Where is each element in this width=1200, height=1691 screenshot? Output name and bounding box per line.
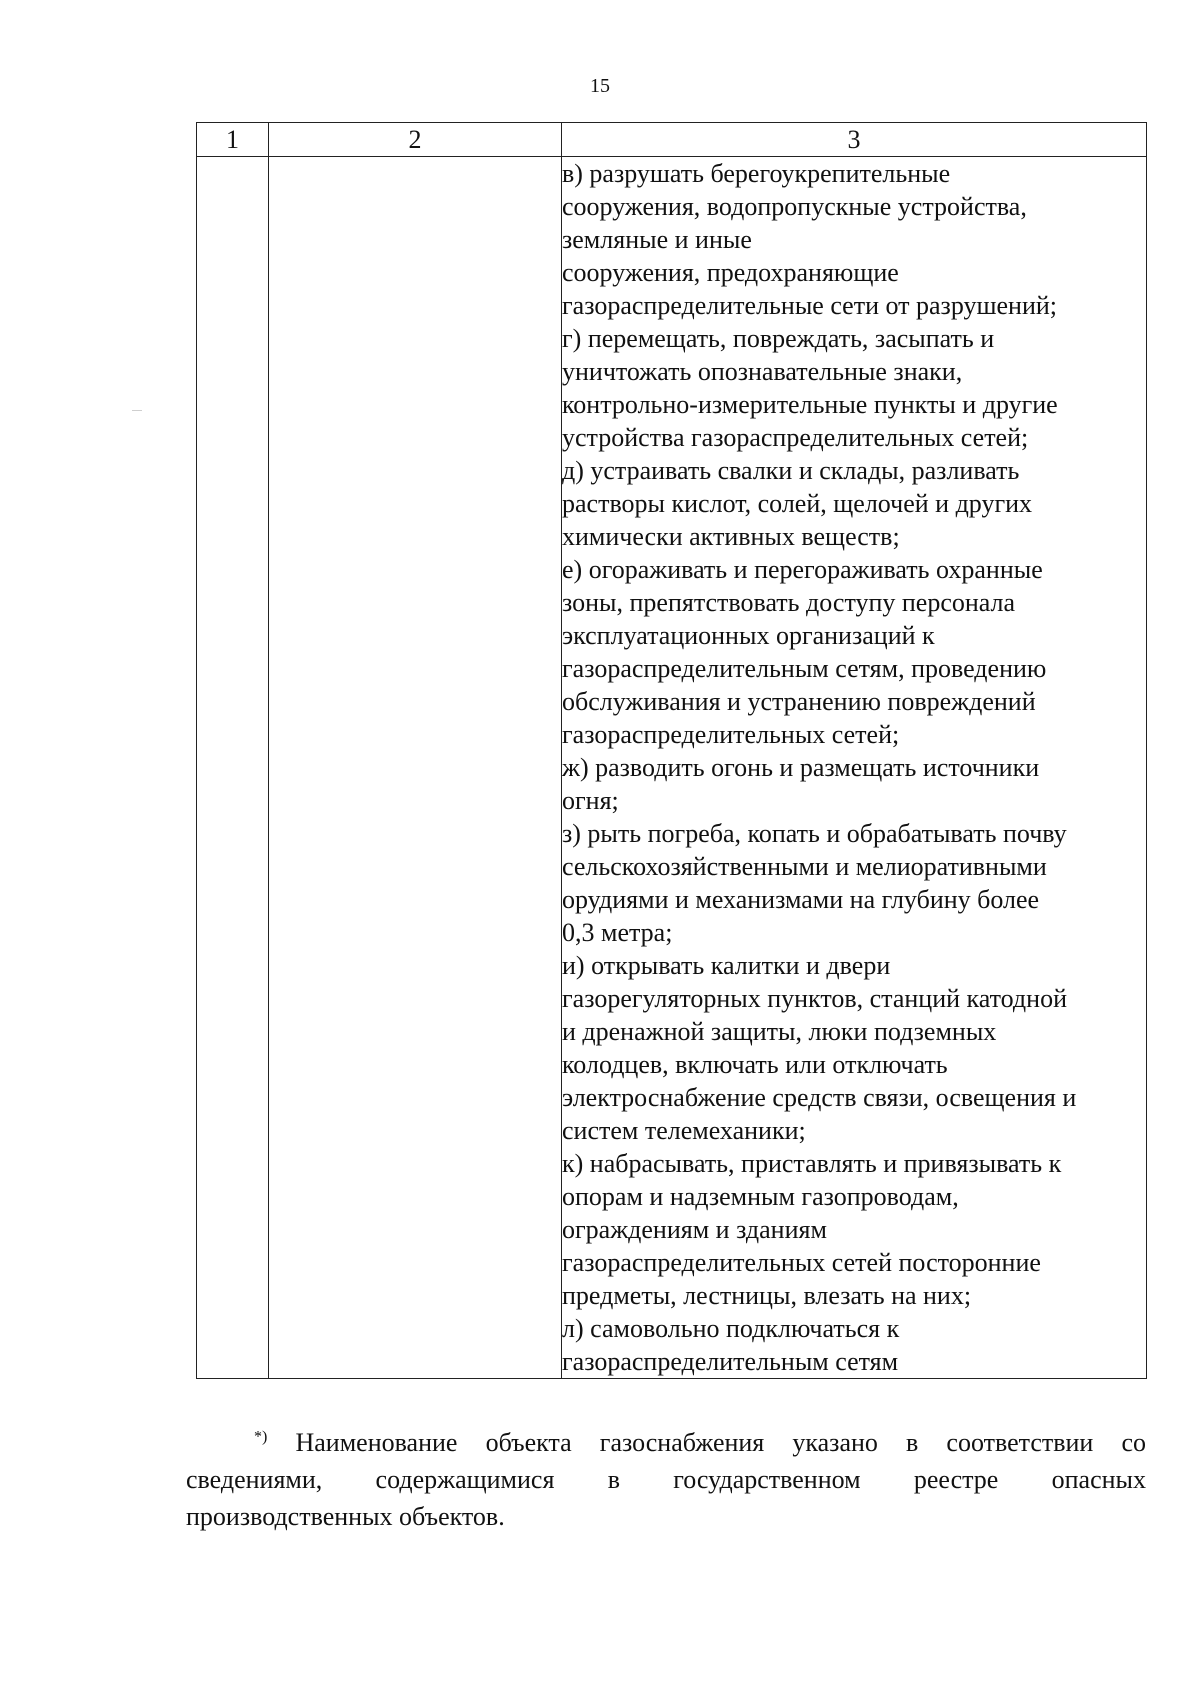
- text-line: з) рыть погреба, копать и обрабатывать почву: [562, 819, 1067, 848]
- text-line: контрольно-измерительные пункты и другие: [562, 390, 1058, 419]
- text-line: газораспределительных сетей;: [562, 720, 900, 749]
- cell-col2: [269, 157, 562, 1379]
- text-line: газораспределительные сети от разрушений;: [562, 291, 1058, 320]
- text-line: зоны, препятствовать доступу персонала: [562, 588, 1016, 617]
- main-table: [196, 122, 1147, 1379]
- text-line: огня;: [562, 786, 619, 815]
- text-line: обслуживания и устранению повреждений: [562, 687, 1036, 716]
- text-line: и) открывать калитки и двери: [562, 951, 891, 980]
- cell-col3-prohibitions: [562, 157, 1147, 1379]
- text-line: и дренажной защиты, люки подземных: [562, 1017, 997, 1046]
- text-line: систем телемеханики;: [562, 1116, 806, 1145]
- footnote-line-1: [186, 1424, 1146, 1461]
- scan-artifact-mark: [132, 410, 142, 411]
- cell-col1: [197, 157, 269, 1379]
- page-number: 15: [590, 75, 610, 97]
- text-line: химически активных веществ;: [562, 522, 900, 551]
- footnote-text-1: Наименование объекта газоснабжения указано в соответствии со: [295, 1428, 1147, 1457]
- column-header-1: 1: [197, 123, 269, 157]
- text-line: газорегуляторных пунктов, станций катодной: [562, 984, 1067, 1013]
- text-line: г) перемещать, повреждать, засыпать и: [562, 324, 995, 353]
- table-header-row: [197, 123, 1147, 157]
- footnote-line-2: сведениями, содержащимися в государственном реестре опасных: [186, 1465, 1146, 1494]
- footnote: [186, 1424, 1146, 1535]
- text-line: 0,3 метра;: [562, 918, 673, 947]
- text-line: е) огораживать и перегораживать охранные: [562, 555, 1043, 584]
- text-line: газораспределительных сетей посторонние: [562, 1248, 1041, 1277]
- text-line: орудиями и механизмами на глубину более: [562, 885, 1040, 914]
- text-line: газораспределительным сетям: [562, 1347, 899, 1376]
- footnote-line-3: производственных объектов.: [186, 1502, 505, 1531]
- text-line: опорам и надземным газопроводам,: [562, 1182, 959, 1211]
- text-line: растворы кислот, солей, щелочей и других: [562, 489, 1033, 518]
- text-line: к) набрасывать, приставлять и привязывать к: [562, 1149, 1062, 1178]
- text-line: сооружения, предохраняющие: [562, 258, 899, 287]
- table-row: [197, 157, 1147, 1379]
- text-line: ж) разводить огонь и размещать источники: [562, 753, 1040, 782]
- text-line: газораспределительным сетям, проведению: [562, 654, 1047, 683]
- text-line: электроснабжение средств связи, освещения и: [562, 1083, 1077, 1112]
- column-header-2: 2: [269, 123, 562, 157]
- text-line: сооружения, водопропускные устройства,: [562, 192, 1027, 221]
- text-line: сельскохозяйственными и мелиоративными: [562, 852, 1047, 881]
- text-line: ограждениям и зданиям: [562, 1215, 827, 1244]
- text-line: уничтожать опознавательные знаки,: [562, 357, 963, 386]
- text-line: устройства газораспределительных сетей;: [562, 423, 1029, 452]
- text-line: земляные и иные: [562, 225, 752, 254]
- column-header-3: 3: [562, 123, 1147, 157]
- text-line: в) разрушать берегоукрепительные: [562, 159, 951, 188]
- text-line: л) самовольно подключаться к: [562, 1314, 900, 1343]
- text-line: эксплуатационных организаций к: [562, 621, 935, 650]
- footnote-marker: *): [254, 1428, 268, 1446]
- text-line: д) устраивать свалки и склады, разливать: [562, 456, 1020, 485]
- text-line: колодцев, включать или отключать: [562, 1050, 948, 1079]
- text-line: предметы, лестницы, влезать на них;: [562, 1281, 972, 1310]
